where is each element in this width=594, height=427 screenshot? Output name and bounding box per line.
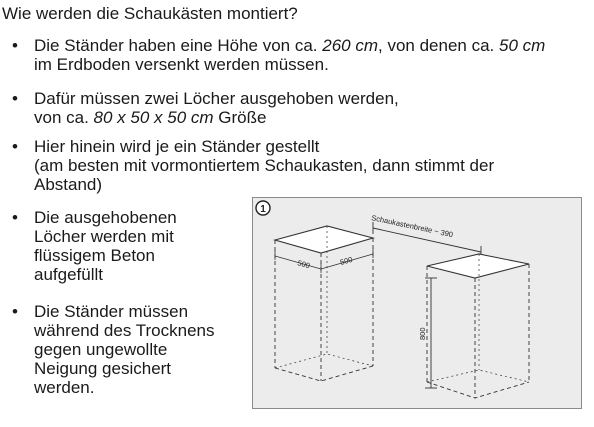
item-line: Neigung gesichert (34, 359, 172, 378)
item-line: Die Ständer müssen (34, 302, 189, 321)
item-line: werden. (34, 378, 95, 397)
item-line: Die Ständer haben eine Höhe von ca. 260 cm, von denen ca. 50 cm (34, 36, 546, 55)
bullet: • (12, 89, 18, 108)
bullet: • (12, 302, 18, 321)
item-text (34, 208, 177, 284)
left-hole-box (275, 226, 373, 381)
dim-b-label: 500 (339, 254, 354, 267)
width-label: Schaukastenbreite ~ 390 (370, 213, 454, 240)
item-text (34, 302, 215, 397)
item-line: aufgefüllt (34, 265, 103, 284)
item-line: während des Trocknens (34, 321, 215, 340)
item-line: flüssigem Beton (34, 246, 155, 265)
bullet: • (12, 137, 18, 156)
item-text (34, 36, 545, 74)
installation-diagram (252, 197, 582, 409)
right-post-box (427, 254, 529, 398)
item-line: Abstand) (34, 175, 103, 194)
item-text (34, 137, 494, 194)
item-line: Hier hinein wird je ein Ständer gestellt (34, 137, 320, 156)
item-line: gegen ungewollte (34, 340, 168, 359)
diagram-svg (253, 198, 581, 408)
item-line: Die ausgehobenen (34, 208, 177, 227)
item-line: von ca. 80 x 50 x 50 cm Größe (34, 108, 267, 127)
item-line: Dafür müssen zwei Löcher ausgehoben werden, (34, 89, 399, 108)
item-line: Löcher werden mit (34, 227, 174, 246)
page-title: Wie werden die Schaukästen montiert? (2, 4, 298, 23)
height-label: 800 (418, 327, 427, 340)
item-line: im Erdboden versenkt werden müssen. (34, 55, 329, 74)
dim-a-label: 500 (296, 258, 311, 271)
bullet: • (12, 208, 18, 227)
bullet: • (12, 36, 18, 55)
item-line: (am besten mit vormontiertem Schaukasten, dann stimmt der (34, 156, 495, 175)
figure-number: 1 (260, 204, 266, 215)
item-text (34, 89, 399, 127)
